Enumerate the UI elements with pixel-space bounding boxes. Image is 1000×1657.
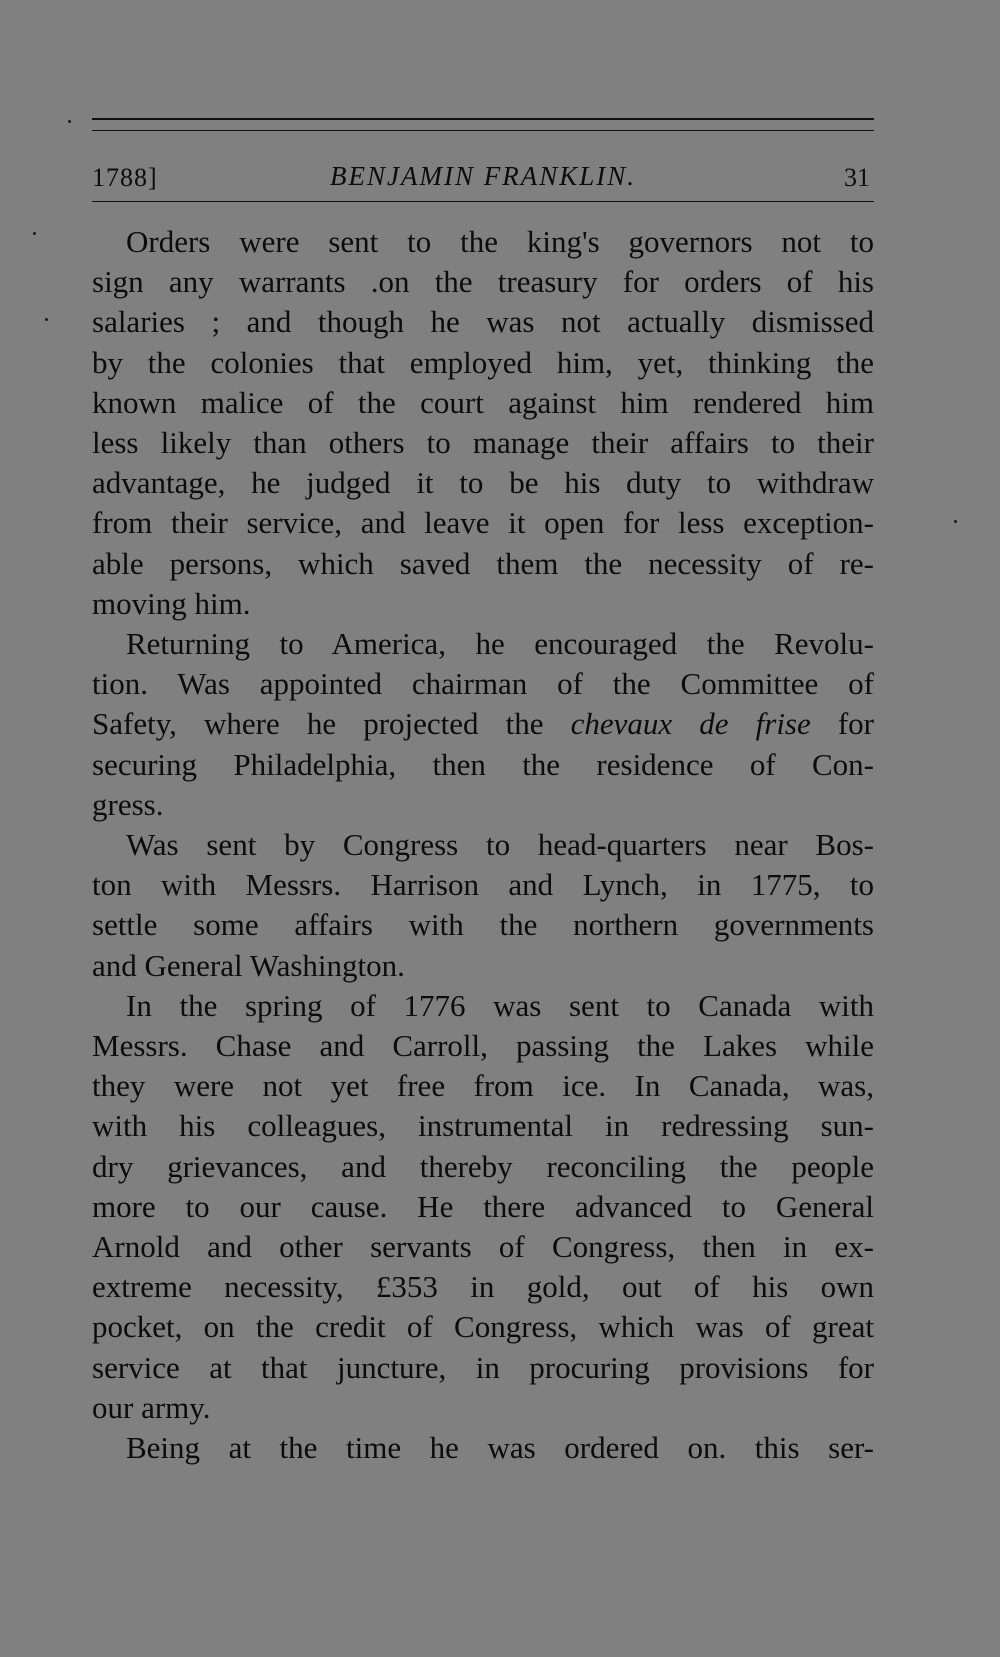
text-line: Orders were sent to the king's governors not to [126, 224, 874, 259]
text-line: less likely than others to manage their affairs to their [92, 425, 874, 461]
running-head [92, 131, 874, 201]
text-line: Arnold and other servants of Congress, then in ex- [92, 1229, 874, 1265]
text-line: more to our cause. He there advanced to General [92, 1188, 874, 1224]
paragraph [92, 825, 874, 986]
running-head-year: 1788] [92, 163, 158, 192]
body-text [92, 222, 874, 1468]
text-line: tion. Was appointed chairman of the Committee of [92, 666, 874, 702]
text-fragment: Safety, where he projected the [92, 706, 544, 742]
text-fragment: for [837, 706, 875, 742]
text-line: with his colleagues, instrumental in redressing sun- [92, 1108, 874, 1144]
italic-phrase: chevaux de frise [570, 706, 811, 742]
running-head-title: BENJAMIN FRANKLIN. [330, 161, 636, 191]
text-line: dry grievances, and thereby reconciling the people [92, 1148, 874, 1184]
text-line: settle some affairs with the northern governments [92, 907, 874, 943]
scan-speck [45, 318, 48, 321]
text-line: gress. [92, 786, 164, 822]
text-line: and General Washington. [92, 947, 405, 983]
text-line: salaries ; and though he was not actually dismissed [92, 304, 874, 340]
header-rule-top [92, 118, 874, 120]
page-number: 31 [844, 163, 870, 192]
text-line: they were not yet free from ice. In Canada, was, [92, 1068, 874, 1104]
text-line: pocket, on the credit of Congress, which was of great [92, 1309, 874, 1345]
text-line: advantage, he judged it to be his duty to withdraw [92, 465, 874, 501]
text-line: service at that juncture, in procuring provisions for [92, 1349, 874, 1385]
text-line: extreme necessity, £353 in gold, out of his own [92, 1269, 874, 1305]
scan-speck [68, 120, 71, 123]
paragraph [92, 1428, 874, 1468]
paragraph [92, 986, 874, 1428]
paragraph [92, 222, 874, 624]
text-line: sign any warrants .on the treasury for orders of his [92, 264, 874, 300]
scan-speck [33, 232, 36, 235]
text-line: Returning to America, he encouraged the Revolu- [126, 626, 874, 662]
text-line-mixed [92, 704, 874, 744]
header-rule-bottom [92, 201, 874, 202]
text-line: Messrs. Chase and Carroll, passing the Lakes while [92, 1028, 874, 1064]
book-page [92, 118, 874, 1468]
text-line: Was sent by Congress to head-quarters near Bos- [126, 827, 874, 863]
text-line: Being at the time he was ordered on. this ser- [126, 1430, 874, 1466]
scan-speck [954, 520, 957, 523]
text-line: able persons, which saved them the necessity of re- [92, 545, 874, 581]
text-line: by the colonies that employed him, yet, thinking the [92, 344, 874, 380]
text-line: In the spring of 1776 was sent to Canada with [126, 987, 874, 1023]
text-line: ton with Messrs. Harrison and Lynch, in 1775, to [92, 867, 874, 903]
text-line: from their service, and leave it open for less exception- [92, 505, 874, 541]
text-line: moving him. [92, 585, 251, 621]
text-line: our army. [92, 1389, 211, 1425]
text-line: securing Philadelphia, then the residence of Con- [92, 746, 874, 782]
text-line: known malice of the court against him rendered him [92, 384, 874, 420]
paragraph [92, 624, 874, 825]
